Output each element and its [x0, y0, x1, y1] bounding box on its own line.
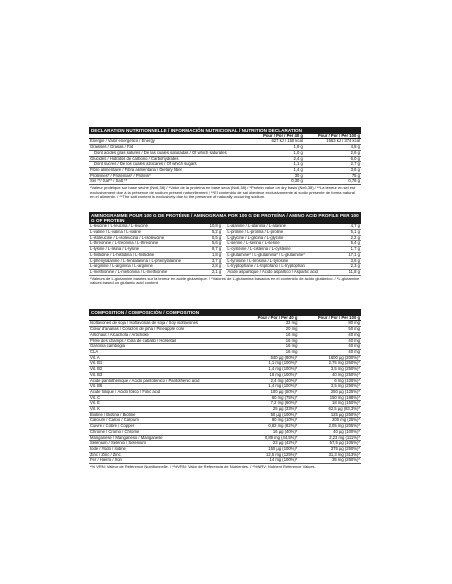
ingredient-label: Manganèse / Manganeso / Manganese: [89, 435, 244, 441]
nutrient-label: Fibre alimentaire / Fibra alimentaria / Dietary fiber: [89, 168, 252, 174]
amino-label-right: L-glutamine* / L-glutamina* / L-glutamine*: [226, 252, 342, 258]
amino-value-left: 5,5 g: [203, 235, 222, 241]
ingredient-label: Prêle des champs / Cola de caballo / Horsetail: [89, 338, 244, 344]
ingredient-label: Cuivre / Cobre / Copper: [89, 424, 244, 430]
nutrition-table: [89, 134, 361, 185]
nutrient-label: Protéines* / Proteínas* / Protein*: [89, 173, 252, 179]
amino-label-left: L-arginine / L-arginina / L-arginine: [89, 264, 203, 270]
amino-value-left: 2,8 g: [203, 264, 222, 270]
ingredient-label: Chrome / Cromo / Chrome: [89, 429, 244, 435]
value-per-100g: 2,23 mg (111%)*: [298, 435, 361, 441]
ingredient-label: Calcium / Calcio / Calcium: [89, 418, 244, 424]
nutrition-section: [89, 127, 361, 200]
value-per-serving: 16 mg: [244, 344, 298, 350]
amino-label-left: L-lysine / L-lisina / L-lysine: [89, 247, 203, 253]
value-per-100g: 40 mg (250%)*: [298, 372, 361, 378]
amino-label-right: L-proline / L-prolina / L-proline: [226, 230, 342, 236]
amino-label-right: L-glycine / L-glicina / L-glycine: [226, 235, 342, 241]
value-per-100g: 75 g: [304, 173, 361, 179]
value-per-serving: 2,4 mg (40%)*: [244, 378, 298, 384]
value-per-serving: 1,1 g: [252, 162, 304, 168]
value-per-serving: 16 mg: [244, 332, 298, 338]
composition-section: [89, 309, 361, 470]
value-per-serving: 30 g: [252, 173, 304, 179]
amino-section: [89, 212, 361, 286]
value-per-serving: 1,9 g: [252, 145, 304, 151]
value-per-serving: 150 µg (100%)*: [244, 446, 298, 452]
amino-label-left: L-histidine / L-histidina / L-histidine: [89, 252, 203, 258]
value-per-serving: 100 µg (50%)*: [244, 389, 298, 395]
value-per-serving: 1,1 mg (100%)*: [244, 361, 298, 367]
value-per-serving: 0,82 mg (82%)*: [244, 424, 298, 430]
value-per-100g: 375 µg (250%)*: [298, 446, 361, 452]
value-per-100g: 125 µg (250%)*: [298, 412, 361, 418]
composition-title: COMPOSITION / COMPOSICIÓN / COMPOSITION: [89, 309, 361, 316]
amino-value-left: 3,7 g: [203, 258, 222, 264]
value-per-100g: 2,75 mg (250%)*: [298, 361, 361, 367]
ingredient-label: Sélénium / Selenio / Selenium: [89, 441, 244, 447]
value-per-100g: 57,5 µg (105%)*: [298, 441, 361, 447]
ingredient-label: Acide pantothénique / Ácido pantoténico / Pantothenic acid: [89, 378, 244, 384]
value-per-100g: 50 mg: [298, 327, 361, 333]
value-per-100g: 40 µg (100%)*: [298, 429, 361, 435]
value-per-serving: 60 mg (75%)*: [244, 395, 298, 401]
value-per-100g: 2,6 g: [304, 150, 361, 156]
amino-value-left: 2,1 g: [203, 270, 222, 276]
amino-value-left: 5,6 g: [203, 241, 222, 247]
composition-table: [89, 316, 361, 464]
value-per-100g: 18 mg (150%)*: [298, 401, 361, 407]
value-per-serving: 640 µg (80%)*: [244, 355, 298, 361]
column-per-serving: Pour / Por / Per 40 g: [252, 134, 304, 139]
value-per-serving: 14 mg (100%)*: [244, 458, 298, 464]
value-per-serving: 1,4 mg (100%)*: [244, 384, 298, 390]
value-per-100g: 40 mg: [298, 350, 361, 356]
ingredient-label: Vit. A: [89, 355, 244, 361]
nutrient-label: Glucides / Hidratos de carbono / Carbohydrates: [89, 156, 252, 162]
value-per-100g: 200 mg (25%)*: [298, 418, 361, 424]
amino-label-right: L-tryptophane / L-triptófano / L-tryptophan: [226, 264, 342, 270]
amino-footnote: *Valeurs de L-glutamine basées sur la teneur en acide glutamique. / *Valores de L-glutamina basados en el contenido de ácido glutámico. / *L-glutamine values based on glutamic acid content: [90, 275, 360, 286]
amino-label-left: L-phénylalanine / L-fenilalanina / L-phenylalanine: [89, 258, 203, 264]
value-per-100g: 1600 µg (200%)*: [298, 355, 361, 361]
nutrient-label: Energie / Valor energético / Energy: [89, 139, 252, 145]
ingredient-label: Vit. B6: [89, 384, 244, 390]
nutrition-row: [89, 179, 361, 185]
nutrient-label: Graisses / Grasas / Fat: [89, 145, 252, 151]
value-per-serving: 16 mg: [244, 338, 298, 344]
nutrient-label: Dont acides gras saturés / De las cuales saturadas / Of which saturates: [89, 150, 252, 156]
value-per-100g: 40 mg: [298, 338, 361, 344]
ingredient-label: Vit. B2: [89, 367, 244, 373]
value-per-serving: 25 µg (33%)*: [244, 407, 298, 413]
column-per-serving: Pour / Por / Per 40 g: [244, 316, 298, 321]
column-per-100g: Pour / Por / Per 100 g: [304, 134, 361, 139]
amino-value-right: 4,7 g: [342, 224, 361, 229]
ingredient-label: Garcinia cambogia: [89, 344, 244, 350]
ingredient-label: Vit. E: [89, 401, 244, 407]
ingredient-label: Vit. C: [89, 395, 244, 401]
amino-value-right: 5,1 g: [342, 230, 361, 236]
amino-label-right: L-alanine / L-alanina / L-alanine: [226, 224, 342, 229]
value-per-100g: 1563 kJ / 374 kcal: [304, 139, 361, 145]
amino-label-left: L-isoleucine / L-isoleucina / L-isoleucine: [89, 235, 203, 241]
amino-label-right: L-cystéine / L-cisteína / L-cysteine: [226, 247, 342, 253]
value-per-100g: 40 mg: [298, 344, 361, 350]
column-per-100g: Pour / Por / Per 100 g: [298, 316, 361, 321]
amino-value-right: 1,7 g: [342, 247, 361, 253]
amino-label-left: L-leucine / L-leucina / L-leucine: [89, 224, 203, 229]
value-per-100g: 35 mg (250%)*: [298, 458, 361, 464]
value-per-serving: 0,30 g: [252, 179, 304, 185]
value-per-serving: 32 mg: [244, 321, 298, 327]
amino-label-right: L-tyrosine / L-tirosina / L-tyrosine: [226, 258, 342, 264]
value-per-100g: 31,3 mg (313%)*: [298, 452, 361, 458]
ingredient-label: Iode / Yodo / Iodine: [89, 446, 244, 452]
ingredient-label: Isoflavones de soja / Isoflavonas de soja / Soy isoflavones: [89, 321, 244, 327]
amino-label-right: L-sérine / L-serina / L-serine: [226, 241, 342, 247]
ingredient-label: CLA: [89, 350, 244, 356]
amino-value-left: 8,7 g: [203, 247, 222, 253]
ingredient-label: Cœur d'ananas / Corazón de piña / Pineapple core: [89, 327, 244, 333]
ingredient-label: Acide folique / Ácido fólico / Folic acid: [89, 389, 244, 395]
value-per-serving: 50 µg (100%)*: [244, 412, 298, 418]
value-per-serving: 1,0 g: [252, 150, 304, 156]
amino-value-right: 2,3 g: [342, 264, 361, 270]
amino-value-right: 17,1 g: [342, 252, 361, 258]
value-per-100g: 150 mg (188%)*: [298, 395, 361, 401]
composition-footnote: *% VRN: Valeur de Référence Nutritionnelle. / *%VRN: Valor de Referencia de Nutrientes. / *%NRV: Nutrient Reference Values.: [90, 464, 316, 470]
nutrition-footnote: *Valeur protéique sur base sèche (Nx6,38) / *Valor de la proteína en base seca (Nx6,38) / *Protein value on dry basis (Nx6,38) / **La teneur en sel est exclusivement due à la présence de sodium présent naturellement / **El contenido de sal obedece exclusivamente al sodio presente de forma natural en el alimento. / **The salt content is exclusively due to the presence of naturally occurring sodium.: [90, 185, 356, 200]
value-per-serving: 16 µg (40%)*: [244, 429, 298, 435]
value-per-serving: 20 mg: [244, 327, 298, 333]
value-per-serving: 2,4 g: [252, 156, 304, 162]
value-per-serving: 12,5 mg (125%)*: [244, 452, 298, 458]
value-per-100g: 250 µg (125%)*: [298, 389, 361, 395]
value-per-100g: 3,5 mg (250%)*: [298, 367, 361, 373]
value-per-100g: 62,5 µg (83,3%)*: [298, 407, 361, 413]
ingredient-label: Biotine / Biotina / Biotine: [89, 412, 244, 418]
ingredient-label: Fer / Hierro / Iron: [89, 458, 244, 464]
nutrition-title: DECLARATION NUTRITIONNELLE / INFORMACIÓN NUTRICIONAL / NUTRITION DECLARATION: [89, 127, 361, 134]
amino-value-left: 1,8 g: [203, 252, 222, 258]
amino-value-right: 5,4 g: [342, 241, 361, 247]
value-per-100g: 6,0 g: [304, 156, 361, 162]
amino-title: AMINOGRAMME POUR 100 G DE PROTÉINE / AMINOGRAMA POR 100 G DE PROTEÍNA / AMINO ACID PROFILE PER 100 G OF PROTEIN: [89, 212, 361, 224]
amino-label-left: L-valine / L-valina / L-valine: [89, 230, 203, 236]
ingredient-label: Artichaut / Alcachofa / Artichoke: [89, 332, 244, 338]
value-per-serving: 0,89 mg (44,5%)*: [244, 435, 298, 441]
value-per-serving: 16 mg: [244, 350, 298, 356]
value-per-serving: 16 mg (100%)*: [244, 372, 298, 378]
value-per-100g: 3,5 mg (250%)*: [298, 384, 361, 390]
ingredient-label: Zinc / Zinc / Zinc: [89, 452, 244, 458]
amino-value-right: 11,8 g: [342, 270, 361, 276]
nutrient-label: Dont sucres / De los cuales azúcares / Of which sugars: [89, 162, 252, 168]
amino-value-left: 5,2 g: [203, 230, 222, 236]
composition-row: [89, 458, 361, 464]
value-per-100g: 6 mg (100%)*: [298, 378, 361, 384]
value-per-serving: 80 mg (10%)*: [244, 418, 298, 424]
value-per-100g: 3,6 g: [304, 168, 361, 174]
ingredient-label: Vit. K: [89, 407, 244, 413]
amino-row: [89, 270, 361, 276]
amino-table: [89, 224, 361, 275]
amino-label-left: L-thréonine / L-treonina / L-threonine: [89, 241, 203, 247]
amino-value-right: 3,6 g: [342, 258, 361, 264]
value-per-100g: 80 mg: [298, 321, 361, 327]
amino-label-left: L-methionine / L-metionina / L-methionine: [89, 270, 203, 276]
value-per-100g: 40 mg: [298, 332, 361, 338]
value-per-100g: 0,76 g: [304, 179, 361, 185]
value-per-100g: 4,8 g: [304, 145, 361, 151]
amino-value-right: 2,2 g: [342, 235, 361, 241]
ingredient-label: Vit. B1: [89, 361, 244, 367]
value-per-serving: 1,4 g: [252, 168, 304, 174]
ingredient-label: Vit. B3: [89, 372, 244, 378]
value-per-100g: 2,05 mg (205%)*: [298, 424, 361, 430]
nutrient-label: Sel **/ Sal** / Salt **: [89, 179, 252, 185]
value-per-serving: 7,2 mg (60%)*: [244, 401, 298, 407]
value-per-100g: 2,7 g: [304, 162, 361, 168]
value-per-serving: 1,4 mg (100%)*: [244, 367, 298, 373]
value-per-serving: 23 µg (42%)*: [244, 441, 298, 447]
value-per-serving: 627 kJ / 150 kcal: [252, 139, 304, 145]
amino-value-left: 10,8 g: [203, 224, 222, 229]
amino-label-right: Acide aspartique / Ácido aspártico / Aspartic acid: [226, 270, 342, 276]
